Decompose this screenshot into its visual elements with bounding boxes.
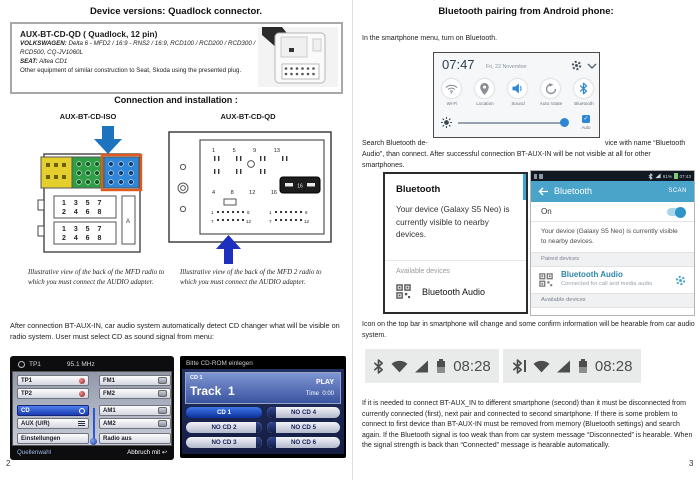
after-connection-paragraph: After connection BT-AUX-IN, car audio system automatically detect CD changer what will be visible on radio system. User must select CD as sound signal from menu: <box>10 321 340 341</box>
paired-device-row[interactable] <box>531 267 694 293</box>
nocd5-button[interactable]: NO CD 5 <box>267 422 340 433</box>
toggle-label-sound: Sound <box>511 101 525 106</box>
qd-variant-label: AUX-BT-CD-QD <box>220 112 276 121</box>
page-divider <box>352 0 353 480</box>
svg-text:7: 7 <box>211 219 214 224</box>
statusbar-time: 08:28 <box>594 357 633 375</box>
disc-icon <box>79 408 85 414</box>
return-icon: ↩ <box>161 448 167 456</box>
chevron-down-icon[interactable] <box>587 63 597 69</box>
radio-button-einstellungen[interactable]: Einstellungen <box>17 433 89 444</box>
svg-text:1: 1 <box>269 210 272 215</box>
statusbar-left-icon <box>539 174 543 179</box>
paired-device-status: Connected for call and media audio <box>561 280 653 287</box>
iso-yellow-block <box>41 157 72 188</box>
reconnect-paragraph: If it is needed to connect BT-AUX_IN to different smartphone (second) than it must be disconnected from currently connected (first), next pair and connected to second smartphone. If there is some problem to connect to first device than BT-AUX-IN must be removed from memory (Bluetooth settings) and search again. If the Bluetooth signal is too weak than from car system message “Disconnected” is hearable. When the signal strength is back than “Connected” message is hearable automatically. <box>362 400 693 449</box>
svg-text:4 8 12 16: 4 8 12 16 <box>212 190 277 196</box>
section-title: Connection and installation : <box>114 95 238 105</box>
notification-panel-screenshot <box>433 52 600 138</box>
tp-icon <box>18 361 25 368</box>
wifi-icon <box>445 84 458 94</box>
vw-models: Delta 6 - MFD2 / 16:9 - RNS2 / 16:9, RCD100 / RCD200 / RCD300 / <box>66 40 256 47</box>
radio2-header: Bitte CD-ROM einlegen <box>186 360 253 367</box>
intro-text: In the smartphone menu, turn on Bluetooth. <box>362 35 498 42</box>
dialog-available-devices: Available devices <box>396 268 450 275</box>
gear-icon[interactable] <box>571 60 582 71</box>
statusbar-left-icon <box>534 174 537 179</box>
auto-brightness-label: Auto <box>581 125 591 130</box>
play-status: PLAY <box>315 379 334 386</box>
bluetooth-on-row <box>531 202 694 222</box>
bluetooth-settings-screenshot <box>530 170 695 316</box>
nocd2-button[interactable]: NO CD 2 <box>186 422 262 433</box>
switch-knob <box>675 207 686 218</box>
knob-icon <box>158 377 167 384</box>
button-cap <box>267 407 276 418</box>
selection-line <box>93 408 95 441</box>
battery-icon <box>436 359 446 374</box>
knob-icon <box>158 407 167 414</box>
sound-toggle[interactable] <box>508 79 527 98</box>
nocd4-button[interactable]: NO CD 4 <box>267 407 340 418</box>
qd-connector-diagram <box>168 131 334 265</box>
signal-icon <box>415 360 429 373</box>
svg-text:1 3 5 7: 1 3 5 7 <box>62 200 102 207</box>
dialog-title: Bluetooth <box>396 184 441 195</box>
dialog-device-name[interactable]: Bluetooth Audio <box>422 287 486 297</box>
cd-changer-screenshot <box>180 356 346 458</box>
time-label: Time <box>305 391 319 397</box>
wifi-icon <box>533 360 550 373</box>
svg-text:1 5 9 13: 1 5 9 13 <box>212 148 280 154</box>
svg-text:2 4 6 8: 2 4 6 8 <box>62 235 102 242</box>
seat-models: Altea CD1 <box>37 57 68 65</box>
qd-caption: Illustrative view of the back of the MFD 2 radio to which you must connect the AUDIO adapter. <box>180 268 322 287</box>
iso-variant-label: AUX-BT-CD-ISO <box>59 112 117 121</box>
svg-text:7: 7 <box>269 219 272 224</box>
visibility-text: Your device (Galaxy S5 Neo) is currently visible to nearby devices. <box>541 228 678 245</box>
on-label: On <box>541 207 552 216</box>
radio1-footer-right: Abbruch mit <box>127 448 161 456</box>
statusbar-battery-percent: 61% <box>662 173 672 179</box>
speaker-icon <box>512 83 524 94</box>
cd-label: CD 1 <box>190 375 203 381</box>
radio-button-aux[interactable]: AUX (U/R) <box>17 418 89 429</box>
svg-text:12: 12 <box>246 219 252 224</box>
quadlock-connector-photo <box>258 27 338 87</box>
auto-rotate-toggle[interactable] <box>541 79 560 98</box>
vw-models-2: RCD500, CQ-JV1060L <box>20 48 83 56</box>
device-qr-icon <box>539 273 553 287</box>
dialog-divider <box>385 260 526 261</box>
right-page-title: Bluetooth pairing from Android phone: <box>438 6 614 17</box>
radio-button-tp2[interactable]: TP2 <box>17 388 89 399</box>
radio-button-am2[interactable]: AM2 <box>99 418 171 429</box>
bluetooth-dialog-screenshot <box>383 172 528 314</box>
back-arrow-icon[interactable] <box>538 187 549 196</box>
scrollbar[interactable] <box>523 174 526 200</box>
bluetooth-icon <box>579 82 588 95</box>
toggle-label-bluetooth: Bluetooth <box>574 101 594 106</box>
cd-info-box <box>185 372 341 404</box>
settings-statusbar <box>531 171 694 181</box>
bluetooth-switch[interactable] <box>667 208 685 216</box>
paired-device-name: Bluetooth Audio <box>561 269 623 279</box>
svg-text:1 3 5 7: 1 3 5 7 <box>62 226 102 233</box>
vw-label: VOLKSWAGEN: <box>20 40 67 47</box>
radio-button-cd[interactable]: CD <box>17 405 89 416</box>
page-number-right: 3 <box>689 459 694 468</box>
bt-statusbar-icon <box>648 173 653 180</box>
knob-icon <box>158 390 167 397</box>
svg-text:6: 6 <box>247 210 250 215</box>
knob-icon <box>158 420 167 427</box>
radio-button-radio-aus[interactable]: Radio aus <box>99 433 171 444</box>
device-name: AUX-BT-CD-QD ( Quadlock, 12 pin) <box>20 29 158 39</box>
battery-statusbar-icon <box>674 173 678 179</box>
button-cap <box>256 422 262 433</box>
battery-icon <box>578 359 588 374</box>
iso-connector-diagram <box>36 124 150 258</box>
radio-button-tp1[interactable]: TP1 <box>17 375 89 386</box>
scan-button[interactable]: SCAN <box>668 188 687 194</box>
search-text-2: Audio”, than connect. After successful connection BT-AUX-IN will be not visible at all for other <box>362 151 651 158</box>
button-cap <box>267 422 276 433</box>
statusbar-after-screenshot <box>503 349 641 383</box>
radio-button-fm2[interactable]: FM2 <box>99 388 171 399</box>
device-qr-icon <box>396 284 411 299</box>
notif-time: 07:47 <box>442 57 475 72</box>
bluetooth-connected-icon <box>512 359 523 374</box>
toggle-label-auto-rotate: Auto rotate <box>539 101 563 106</box>
radio-button-fm1[interactable]: FM1 <box>99 375 171 386</box>
wifi-icon <box>391 360 408 373</box>
signal-statusbar-icon <box>655 173 661 179</box>
nocd3-button[interactable]: NO CD 3 <box>186 437 262 448</box>
left-page-title: Device versions: Quadlock connector. <box>89 6 263 17</box>
selection-dot <box>90 438 97 445</box>
nocd6-button[interactable]: NO CD 6 <box>267 437 340 448</box>
quadlock-photo-drawing <box>258 27 338 87</box>
svg-text:A: A <box>126 219 131 225</box>
rotate-icon <box>545 83 557 95</box>
time-value: 0:00 <box>322 391 334 397</box>
page-number-left: 2 <box>6 459 11 468</box>
bluetooth-icon <box>373 359 384 374</box>
statusbar-time: 08:28 <box>453 357 491 375</box>
search-text-1b: vice with name “Bluetooth <box>605 140 686 147</box>
device-settings-gear-icon[interactable] <box>675 275 686 286</box>
svg-text:6: 6 <box>305 210 308 215</box>
wifi-toggle[interactable] <box>442 79 461 98</box>
device-version-box <box>10 22 343 94</box>
svg-text:12: 12 <box>304 219 310 224</box>
radio-button-am1[interactable]: AM1 <box>99 405 171 416</box>
button-cap <box>267 437 276 448</box>
svg-text:1: 1 <box>211 210 214 215</box>
available-devices-band: Available devices <box>531 293 694 308</box>
list-icon <box>78 421 85 426</box>
search-text-3: smartphones. <box>362 162 405 169</box>
other-equipment-note: Other equipment of similar construction to Seat, Skoda using the presented plug. <box>20 66 242 74</box>
statusbar-time: 07:43 <box>679 173 691 179</box>
auto-brightness-checkbox[interactable] <box>582 115 590 123</box>
button-cap <box>256 437 262 448</box>
svg-text:16: 16 <box>297 183 303 190</box>
settings-header <box>531 181 694 202</box>
location-icon <box>480 83 489 95</box>
location-toggle[interactable] <box>475 79 494 98</box>
toggle-label-wifi: Wi-Fi <box>446 101 458 106</box>
iso-caption: Illustrative view of the back of the MFD radio to which you must connect the AUDIO adapter. <box>28 268 165 287</box>
signal-icon <box>557 360 571 373</box>
radio1-frequency: 95.1 MHz <box>66 361 95 368</box>
cd1-button[interactable]: CD 1 <box>186 407 262 418</box>
svg-text:2 4 6 8: 2 4 6 8 <box>62 209 102 216</box>
radio-menu-screenshot <box>10 356 174 460</box>
search-text-1a: Search Bluetooth de- <box>362 140 428 147</box>
paired-devices-band: Paired devices <box>531 252 694 267</box>
track-label: Track 1 <box>190 384 235 398</box>
icon-change-paragraph: Icon on the top bar in smartphone will change and some confirm information will be hearable from car audio system. <box>362 321 695 339</box>
dialog-body: Your device (Galaxy S5 Neo) is currently visible to nearby devices. <box>396 205 510 240</box>
bluetooth-connected-bar <box>524 360 526 372</box>
bluetooth-toggle[interactable] <box>574 79 593 98</box>
settings-title: Bluetooth <box>554 186 593 196</box>
statusbar-before-screenshot <box>365 349 499 383</box>
radio1-tp: TP1 <box>29 361 41 368</box>
seat-label: SEAT: <box>20 57 38 65</box>
red-dot-icon <box>79 378 85 384</box>
brightness-slider-track[interactable] <box>458 122 568 124</box>
notif-date: Fri, 22 November <box>486 64 527 70</box>
radio1-footer-left: Quellenwahl <box>17 448 52 456</box>
brightness-slider-thumb[interactable] <box>560 118 569 127</box>
brightness-icon <box>441 117 452 128</box>
red-dot-icon <box>79 391 85 397</box>
toggle-label-location: Location <box>476 101 494 106</box>
